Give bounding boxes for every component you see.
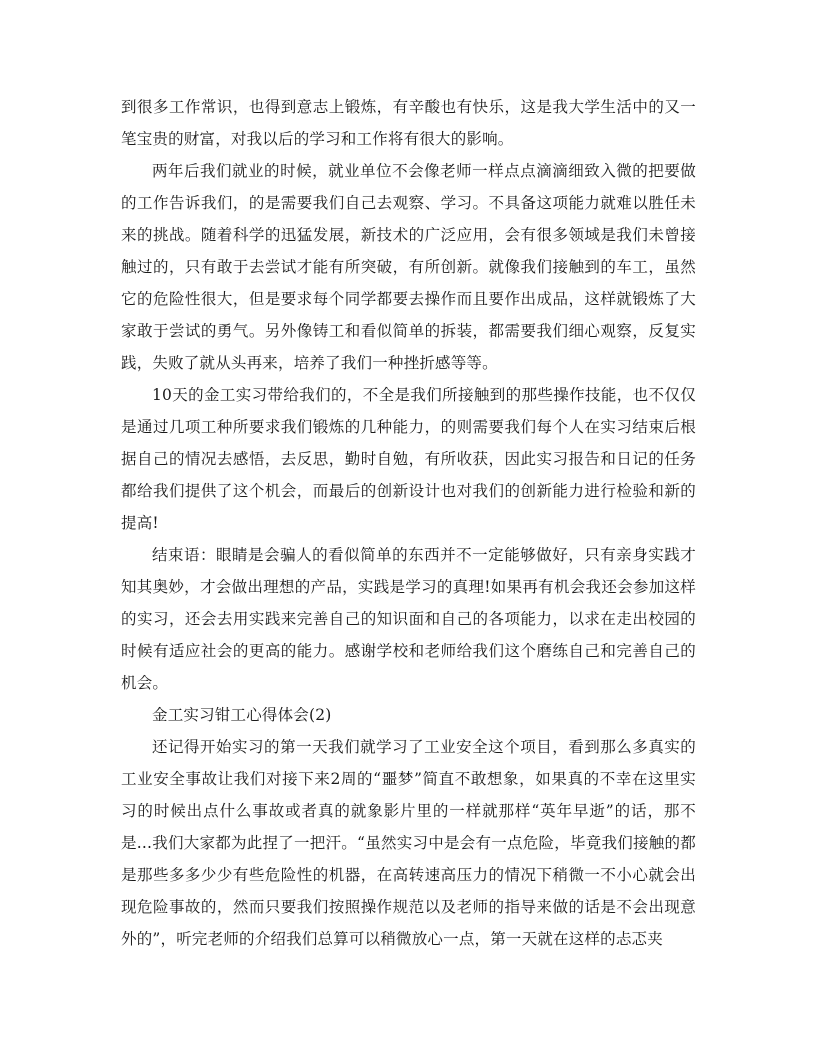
paragraph-1: 到很多工作常识，也得到意志上锻炼，有辛酸也有快乐，这是我大学生活中的又一笔宝贵的财富，对我以后的学习和工作将有很大的影响。 xyxy=(121,98,696,148)
paragraph-2: 两年后我们就业的时候，就业单位不会像老师一样点点滴滴细致入微的把要做的工作告诉我们，的是需要我们自己去观察、学习。不具备这项能力就难以胜任未来的挑战。随着科学的迅猛发展，新技术的广泛应用，会有很多领域是我们未曾接触过的，只有敢于去尝试才能有所突破，有所创新。就像我们接触到的车工，虽然它的危险性很大，但是要求每个同学都要去操作而且要作出成品，这样就锻炼了大家敢于尝试的勇气。另外像铸工和看似简单的拆装，都需要我们细心观察，反复实践，失败了就从头再来，培养了我们一种挫折感等等。 xyxy=(121,162,696,372)
document-page xyxy=(121,91,696,955)
section-heading: 金工实习钳工心得体会(2) xyxy=(152,706,332,724)
paragraph-5: 还记得开始实习的第一天我们就学习了工业安全这个项目，看到那么多真实的工业安全事故让我们对接下来2周的“噩梦”简直不敢想象，如果真的不幸在这里实习的时候出点什么事故或者真的就象影片里的一样就那样“英年早逝”的话，那不是...我们大家都为此捏了一把汗。“虽然实习中是会有一点危险，毕竟我们接触的都是那些多多少少有些危险性的机器，在高转速高压力的情况下稍微一不小心就会出现危险事故的，然而只要我们按照操作规范以及老师的指导来做的话是不会出现意外的”，听完老师的介绍我们总算可以稍微放心一点，第一天就在这样的忐忑夹 xyxy=(121,738,696,948)
paragraph-3: 10天的金工实习带给我们的，不全是我们所接触到的那些操作技能，也不仅仅是通过几项工种所要求我们锻炼的几种能力，的则需要我们每个人在实习结束后根据自己的情况去感悟，去反思，勤时自勉，有所收获，因此实习报告和日记的任务都给我们提供了这个机会，而最后的创新设计也对我们的创新能力进行检验和新的提高! xyxy=(121,386,696,532)
paragraph-conclusion: 结束语：眼睛是会骗人的看似简单的东西并不一定能够做好，只有亲身实践才知其奥妙，才会做出理想的产品，实践是学习的真理!如果再有机会我还会参加这样的实习，还会去用实践来完善自己的知识面和自己的各项能力，以求在走出校园的时候有适应社会的更高的能力。感谢学校和老师给我们这个磨练自己和完善自己的机会。 xyxy=(121,546,696,692)
